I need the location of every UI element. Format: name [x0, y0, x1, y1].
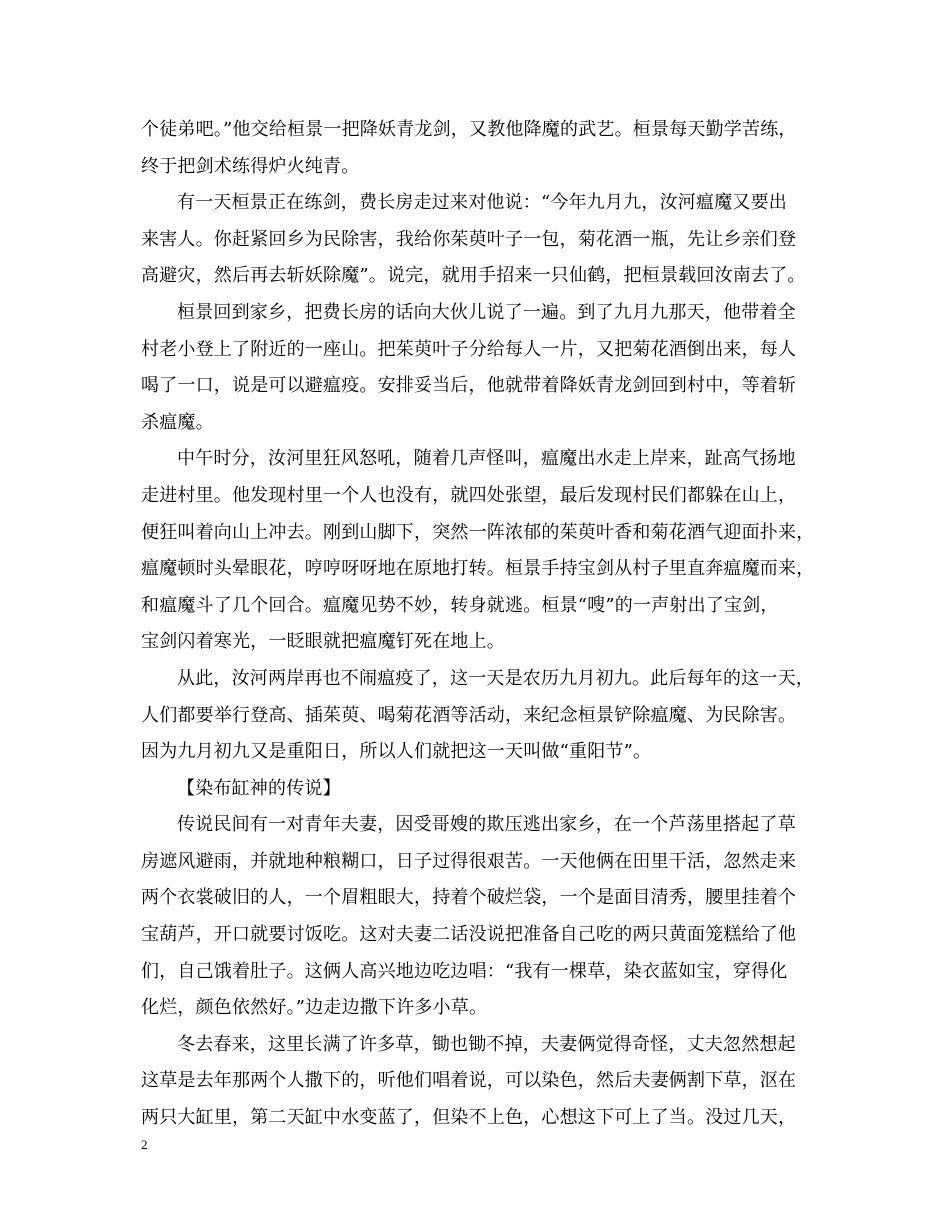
paragraph-first-line: 传说民间有一对青年夫妻，因受哥嫂的欺压逃出家乡，在一个芦荡里搭起了草: [177, 814, 796, 836]
text-line: 们，自己饿着肚子。这俩人高兴地边吃边唱：“我有一棵草，染衣蓝如宝，穿得化: [141, 960, 788, 982]
page-number: 2: [141, 1137, 148, 1152]
text-line: 来害人。你赶紧回乡为民除害，我给你茱萸叶子一包，菊花酒一瓶，先让乡亲们登: [141, 228, 797, 250]
text-line: 宝剑闪着寒光，一眨眼就把瘟魔钉死在地上。: [141, 631, 505, 653]
text-line: 两个衣裳破旧的人，一个眉粗眼大，持着个破烂袋，一个是面目清秀，腰里挂着个: [141, 887, 797, 909]
paragraph-first-line: 桓景回到家乡，把费长房的话向大伙儿说了一遍。到了九月九那天，他带着全: [177, 301, 796, 323]
text-line: 这草是去年那两个人撒下的，听他们唱着说，可以染色，然后夫妻俩割下草，沤在: [141, 1070, 797, 1092]
text-line: 个徒弟吧。”他交给桓景一把降妖青龙剑，又教他降魔的武艺。桓景每天勤学苦练，: [141, 119, 797, 140]
text-line: 走进村里。他发现村里一个人也没有，就四处张望，最后发现村民们都躲在山上，: [141, 484, 797, 506]
text-line: 房遮风避雨，并就地种粮糊口，日子过得很艰苦。一天他俩在田里干活，忽然走来: [141, 850, 797, 872]
text-line: 喝了一口，说是可以避瘟疫。安排妥当后，他就带着降妖青龙剑回到村中，等着斩: [141, 375, 797, 397]
text-line: 化烂，颜色依然好。”边走边撒下许多小草。: [141, 997, 488, 1019]
text-line: 终于把剑术练得炉火纯青。: [141, 155, 360, 177]
text-line: 因为九月初九又是重阳日，所以人们就把这一天叫做“重阳节”。: [141, 741, 652, 763]
body-text: [141, 112, 821, 1137]
paragraph-first-line: 冬去春来，这里长满了许多草，锄也锄不掉，夫妻俩觉得奇怪，丈夫忽然想起: [177, 1033, 796, 1055]
text-line: 瘟魔顿时头晕眼花，哼哼呀呀地在原地打转。桓景手持宝剑从村子里直奔瘟魔而来，: [141, 558, 815, 580]
text-line: 两只大缸里，第二天缸中水变蓝了，但染不上色，心想这下可上了当。没过几天，: [141, 1107, 797, 1129]
paragraph-first-line: 【染布缸神的传说】: [177, 777, 341, 799]
text-line: 高避灾，然后再去斩妖除魔”。说完，就用手招来一只仙鹤，把桓景载回汝南去了。: [141, 265, 806, 287]
text-line: 便狂叫着向山上冲去。刚到山脚下，突然一阵浓郁的茱萸叶香和菊花酒气迎面扑来，: [141, 521, 815, 543]
text-line: 人们都要举行登高、插茱萸、喝菊花酒等活动，来纪念桓景铲除瘟魔、为民除害。: [141, 704, 797, 726]
text-line: 和瘟魔斗了几个回合。瘟魔见势不妙，转身就逃。桓景“嗖”的一声射出了宝剑，: [141, 594, 779, 616]
paragraph-first-line: 有一天桓景正在练剑，费长房走过来对他说：“今年九月九，汝河瘟魔又要出: [177, 192, 787, 214]
text-line: 杀瘟魔。: [141, 411, 214, 433]
paragraph-first-line: 从此，汝河两岸再也不闹瘟疫了，这一天是农历九月初九。此后每年的这一天，: [177, 667, 814, 689]
text-line: 宝葫芦，开口就要讨饭吃。这对夫妻二话没说把准备自己吃的两只黄面笼糕给了他: [141, 924, 797, 946]
paragraph-first-line: 中午时分，汝河里狂风怒吼，随着几声怪叫，瘟魔出水走上岸来，趾高气扬地: [177, 448, 796, 470]
text-line: 村老小登上了附近的一座山。把茱萸叶子分给每人一片，又把菊花酒倒出来，每人: [141, 338, 797, 360]
